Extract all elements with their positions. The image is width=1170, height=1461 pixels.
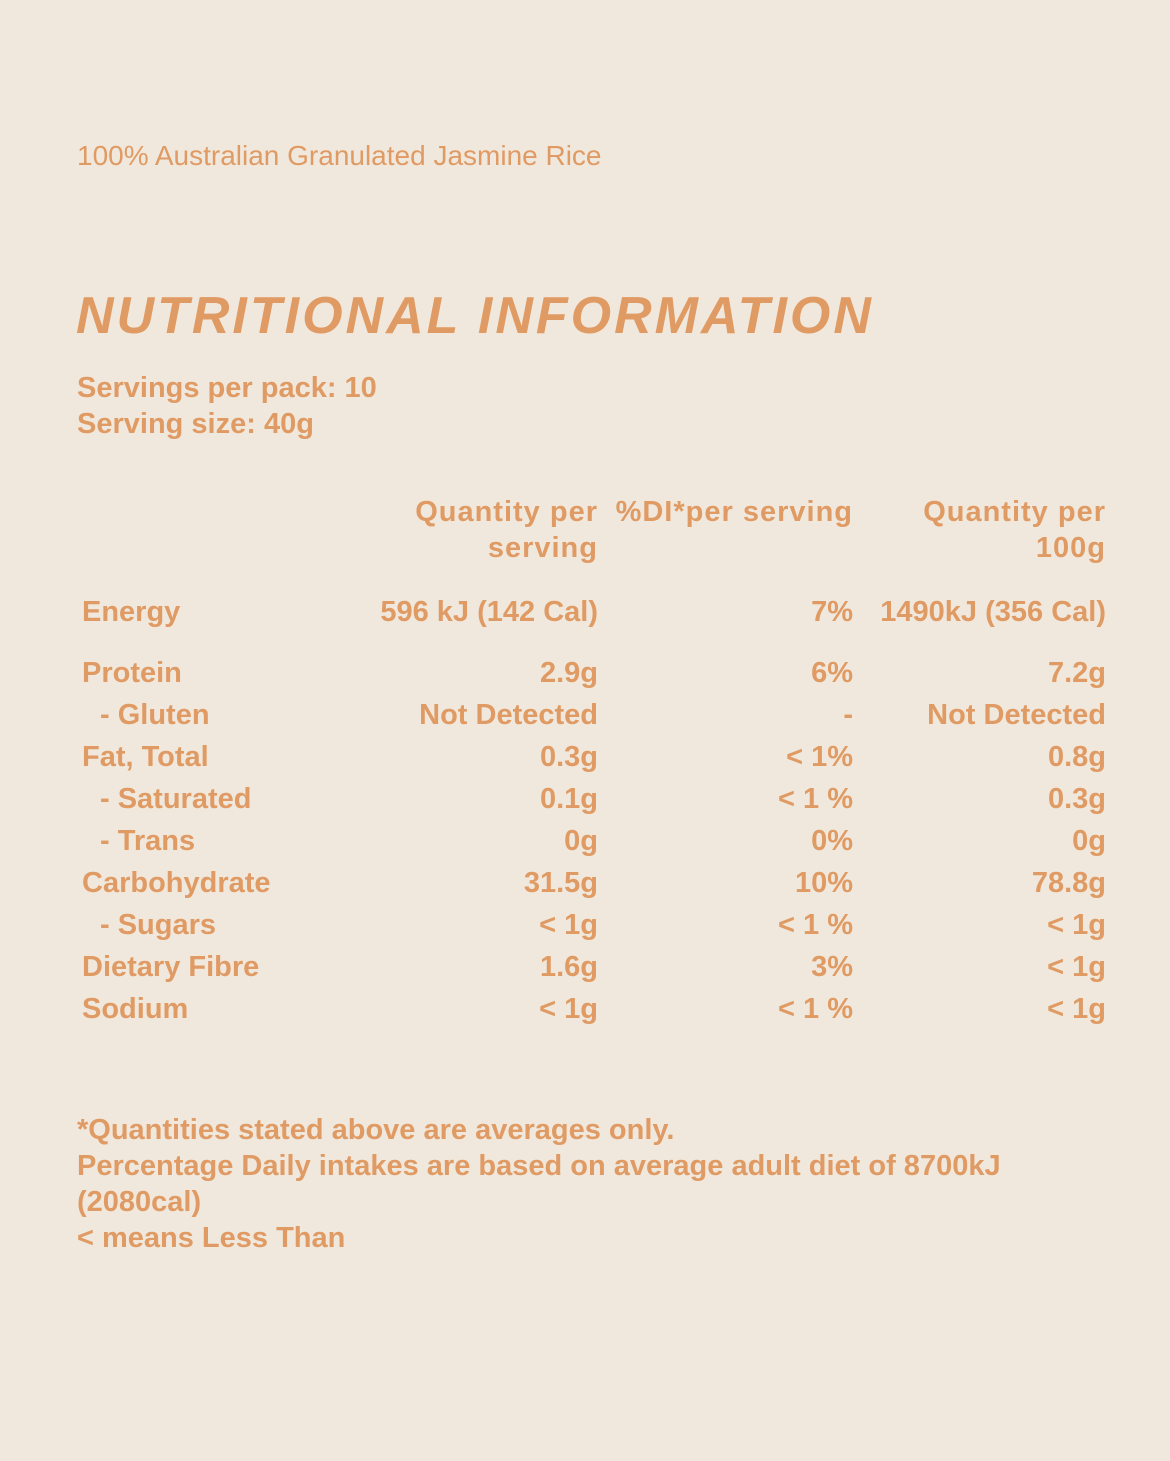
table-row [82,778,1106,820]
table-row [82,652,1106,694]
nutrient-label: Dietary Fibre [82,951,260,983]
nutrient-label: Fat, Total [82,741,209,773]
serving-size: Serving size: 40g [77,408,314,440]
per-100g-value: 7.2g [1047,657,1106,689]
per-serving-value: 0.3g [539,741,598,773]
table-row [82,820,1106,862]
header-nutrient [82,494,358,572]
table-row [82,904,1106,946]
per-100g-value: 1490kJ (356 Cal) [880,596,1106,628]
table-row [82,572,1106,652]
di-value: < 1 % [778,783,853,815]
per-serving-value: 0.1g [539,783,598,815]
nutrient-label: Protein [82,657,182,689]
nutrient-label: Sodium [82,993,189,1025]
di-value: < 1 % [778,993,853,1025]
footnote: < means Less Than [77,1222,346,1254]
di-value: < 1 % [778,909,853,941]
nutrient-label: - Trans [100,825,196,857]
di-value: 7% [811,596,853,628]
per-serving-value: 31.5g [523,867,598,899]
per-100g-value: 0.8g [1047,741,1106,773]
nutrition-table [82,494,1106,1030]
per-serving-value: < 1g [539,909,598,941]
per-100g-value: < 1g [1047,993,1106,1025]
di-value: 6% [811,657,853,689]
nutrient-label: Energy [82,596,181,628]
product-name: 100% Australian Granulated Jasmine Rice [77,140,602,171]
header-per-100g: Quantity per 100g [923,496,1106,564]
footnote: *Quantities stated above are averages only. [77,1114,675,1146]
per-100g-value: 0.3g [1047,783,1106,815]
nutrient-label: - Gluten [100,699,210,731]
footnote: Percentage Daily intakes are based on average adult diet of 8700kJ (2080cal) [77,1150,1001,1218]
page-title: NUTRITIONAL INFORMATION [76,287,874,345]
table-row [82,988,1106,1030]
header-per-serving: Quantity per serving [415,496,598,564]
per-serving-value: 0g [564,825,598,857]
per-serving-value: 596 kJ (142 Cal) [380,596,598,628]
per-100g-value: Not Detected [927,699,1106,731]
table-row [82,946,1106,988]
nutrient-label: - Saturated [100,783,252,815]
per-serving-value: < 1g [539,993,598,1025]
per-serving-value: 1.6g [539,951,598,983]
per-100g-value: < 1g [1047,909,1106,941]
per-100g-value: 78.8g [1031,867,1106,899]
serving-info [77,370,377,442]
header-di: %DI*per serving [615,496,853,528]
table-row [82,862,1106,904]
nutrient-label: - Sugars [100,909,217,941]
di-value: 3% [811,951,853,983]
table-row [82,694,1106,736]
di-value: 0% [811,825,853,857]
table-row [82,736,1106,778]
di-value: < 1% [786,741,853,773]
per-serving-value: Not Detected [419,699,598,731]
nutrient-label: Carbohydrate [82,867,271,899]
di-value: 10% [794,867,853,899]
di-value: - [843,699,853,731]
servings-per-pack: Servings per pack: 10 [77,372,377,404]
per-100g-value: < 1g [1047,951,1106,983]
table-header [82,494,1106,572]
per-serving-value: 2.9g [539,657,598,689]
per-100g-value: 0g [1072,825,1106,857]
footnotes [77,1112,1057,1256]
